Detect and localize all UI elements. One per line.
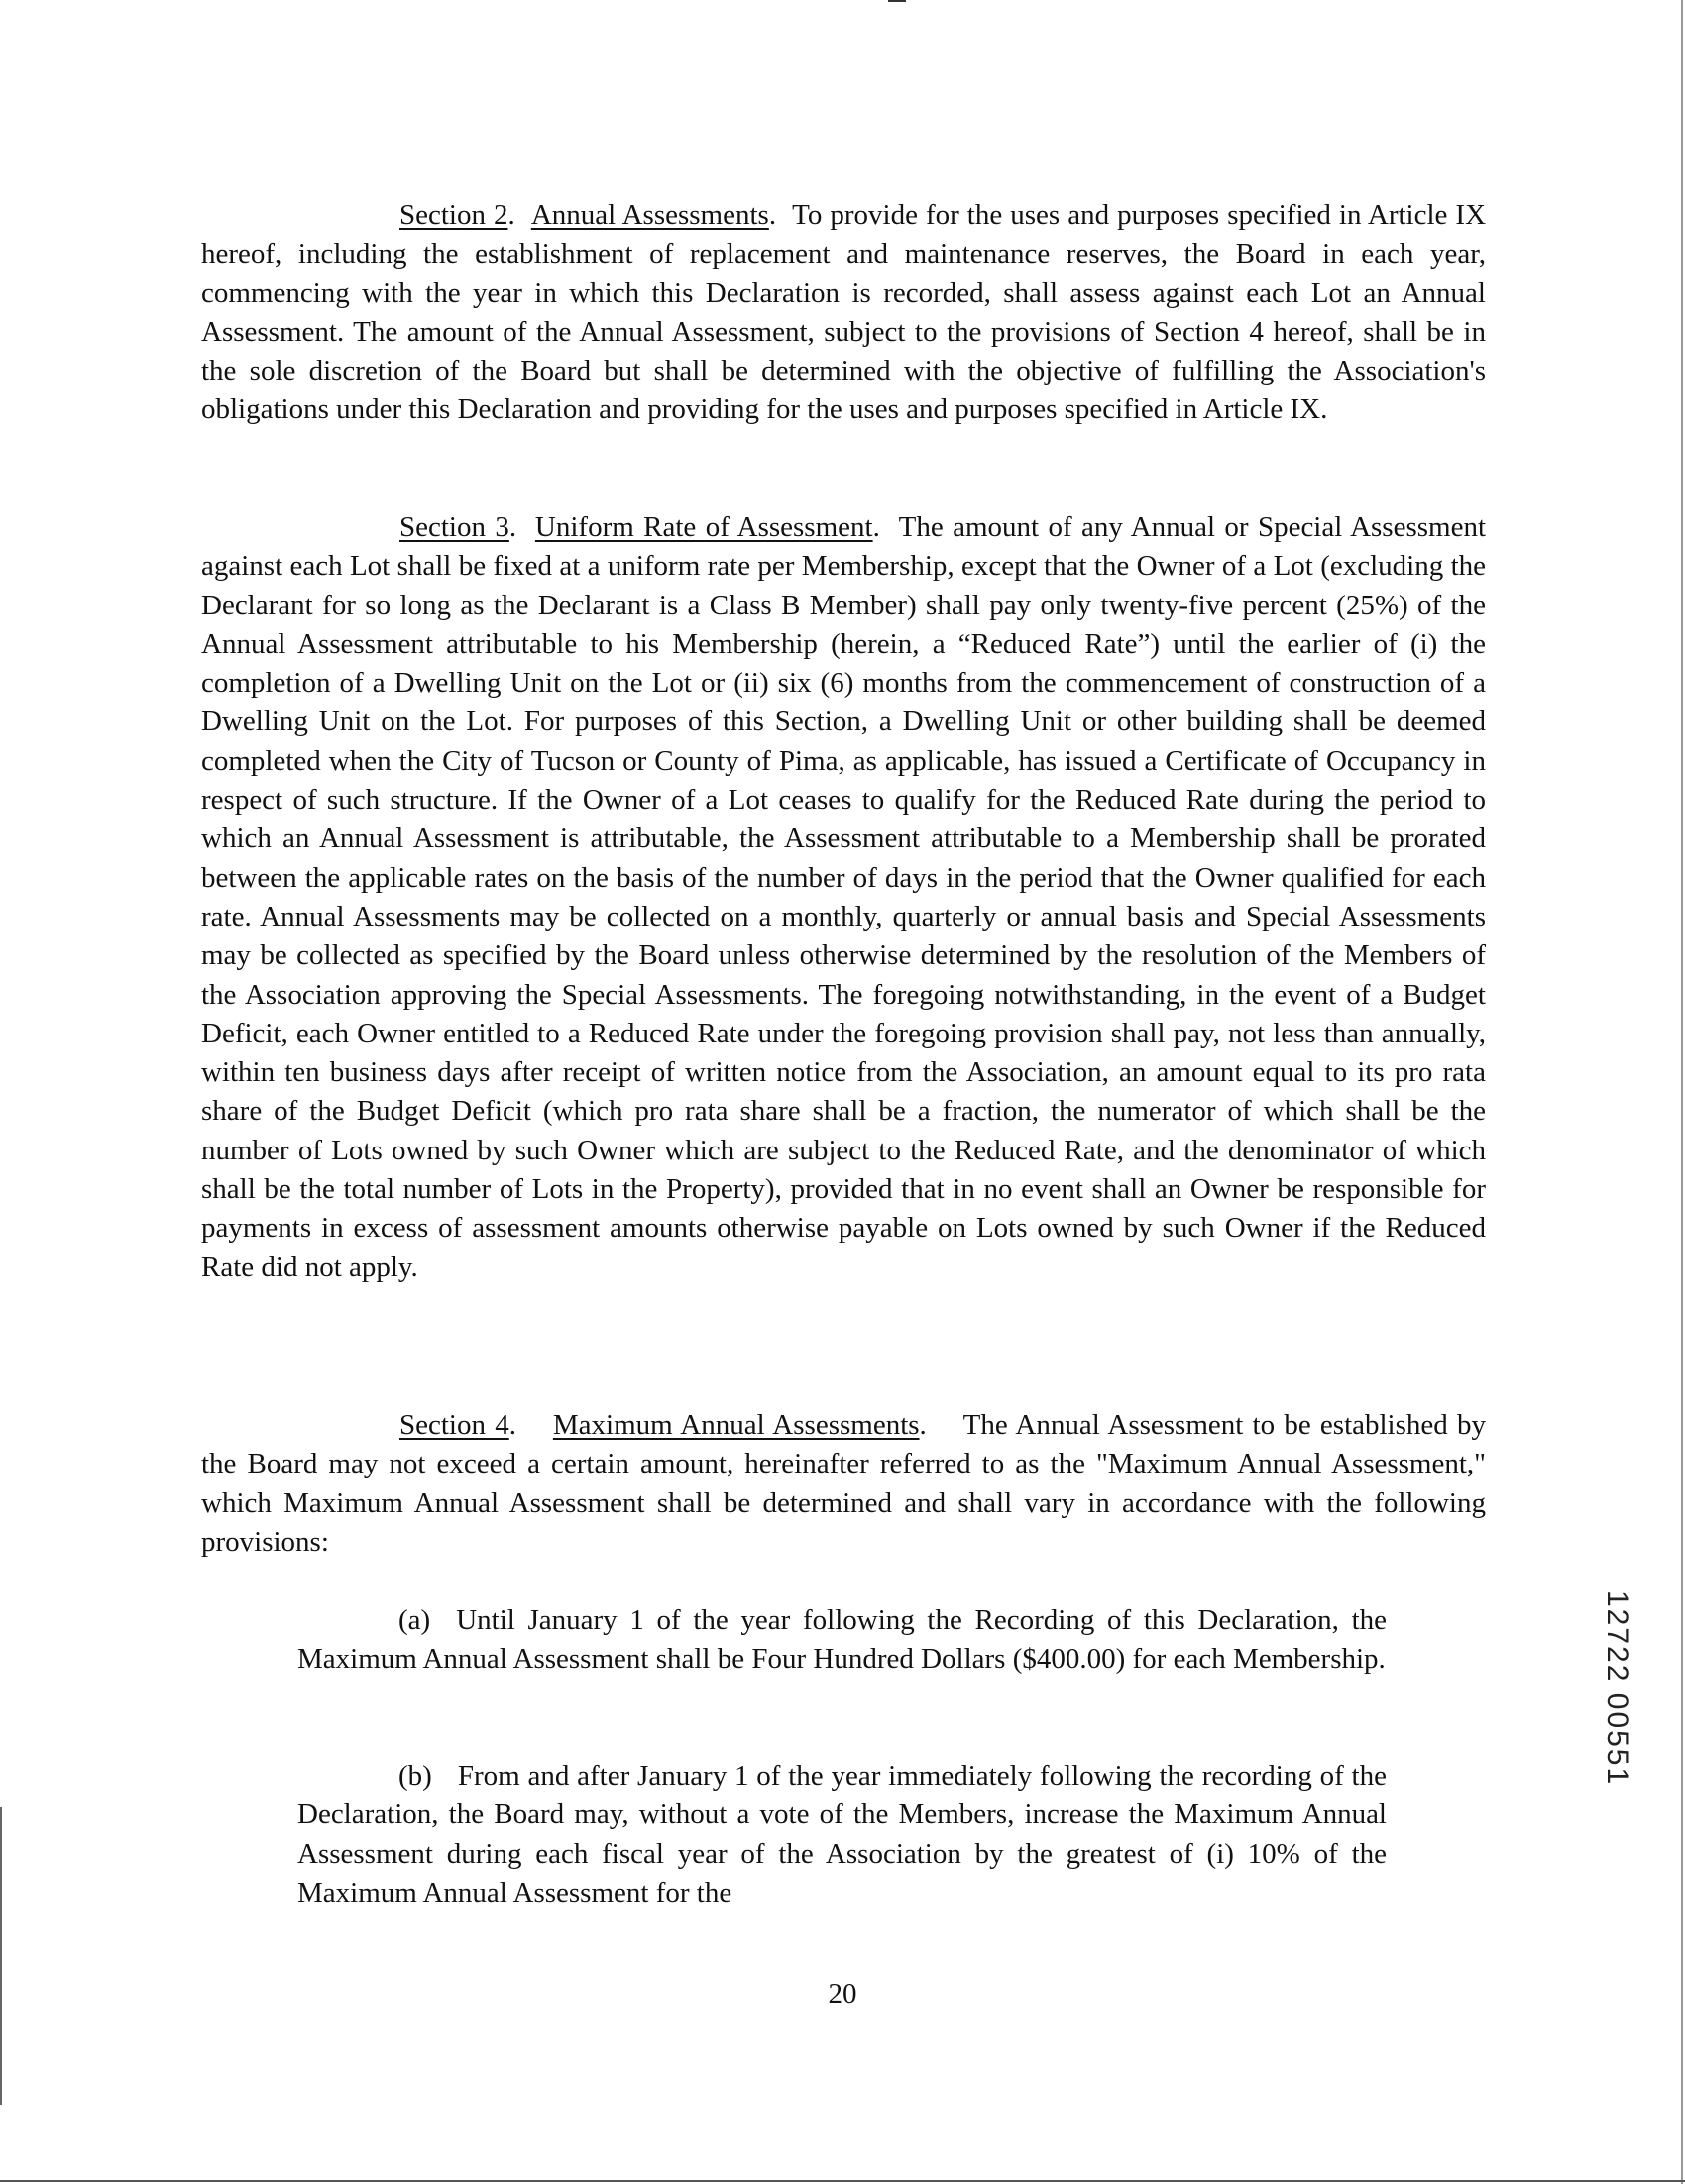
scan-mark-left-edge <box>0 1807 2 2105</box>
section-4-body: The Annual Assessment to be established by the Board may not exceed a certain amount, hereinafter referred to as the "Maximum Annual Assessment," which Maximum Annual Assessment shall be determined and shall vary in accordance with the following provisions: <box>201 1409 1486 1558</box>
subsection-a-label: (a) <box>398 1604 431 1636</box>
subsection-a-text: Until January 1 of the year following the Recording of this Declaration, the Maximum Annual Assessment shall be Four Hundred Dollars ($400.00) for each Membership. <box>297 1604 1387 1676</box>
scan-mark-bottom-edge <box>0 2180 1685 2182</box>
section-2-number: Section 2 <box>399 199 508 231</box>
section-2-title: Annual Assessments <box>530 199 769 231</box>
subsection-b-text: From and after January 1 of the year immediately following the recording of the Declaration, the Board may, without a vote of the Members, increase the Maximum Annual Assessment during each fiscal year of the Association by the greatest of (i) 10% of the Maximum Annual Assessment for the <box>297 1760 1387 1909</box>
section-4-paragraph: Section 4. Maximum Annual Assessments. The Annual Assessment to be established by the Board may not exceed a certain amount, hereinafter referred to as the "Maximum Annual Assessment," which Maximum Annual Assessment shall be determined and shall vary in accordance with the following provisions: <box>201 1409 1486 1558</box>
section-2-paragraph: Section 2. Annual Assessments. To provide for the uses and purposes specified in Article IX hereof, including the establishment of replacement and maintenance reserves, the Board in each year, commencing with the year in which this Declaration is recorded, shall assess against each Lot an Annual Assessment. The amount of the Annual Assessment, subject to the provisions of Section 4 hereof, shall be in the sole discretion of the Board but shall be determined with the objective of fulfilling the Association's obligations under this Declaration and providing for the uses and purposes specified in Article IX. <box>201 199 1487 426</box>
page-number: 20 <box>828 1978 857 2010</box>
section-4-title: Maximum Annual Assessments <box>552 1409 920 1441</box>
section-3-paragraph: Section 3. Uniform Rate of Assessment. The amount of any Annual or Special Assessment against each Lot shall be fixed at a uniform rate per Membership, except that the Owner of a Lot (excluding the Declarant for so long as the Declarant is a Class B Member) shall pay only twenty-five percent (25%) of the Annual Assessment attributable to his Membership (herein, a “Reduced Rate”) until the earlier of (i) the completion of a Dwelling Unit on the Lot or (ii) six (6) months from the commencement of construction of a Dwelling Unit on the Lot. For purposes of this Section, a Dwelling Unit or other building shall be deemed completed when the City of Tucson or County of Pima, as applicable, has issued a Certificate of Occupancy in respect of such structure. If the Owner of a Lot ceases to qualify for the Reduced Rate during the period to which an Annual Assessment is attributable, the Assessment attributable to a Membership shall be prorated between the applicable rates on the basis of the number of days in the period that the Owner qualified for each rate. Annual Assessments may be collected on a monthly, quarterly or annual basis and Special Assessments may be collected as specified by the Board unless otherwise determined by the resolution of the Members of the Association approving the Special Assessments. The foregoing notwithstanding, in the event of a Budget Deficit, each Owner entitled to a Reduced Rate under the foregoing provision shall pay, not less than annually, within ten business days after receipt of written notice from the Association, an amount equal to its pro rata share of the Budget Deficit (which pro rata share shall be a fraction, the numerator of which shall be the number of Lots owned by such Owner which are subject to the Reduced Rate, and the denominator of which shall be the total number of Lots in the Property), provided that in no event shall an Owner be responsible for payments in excess of assessment amounts otherwise payable on Lots owned by such Owner if the Reduced Rate did not apply. <box>201 511 1487 1283</box>
section-2-body: To provide for the uses and purposes specified in Article IX hereof, including the establishment of replacement and maintenance reserves, the Board in each year, commencing with the year in which this Declaration is recorded, shall assess against each Lot an Annual Assessment. The amount of the Annual Assessment, subject to the provisions of Section 4 hereof, shall be in the sole discretion of the Board but shall be determined with the objective of fulfilling the Association's obligations under this Declaration and providing for the uses and purposes specified in Article IX. <box>201 199 1487 426</box>
section-3-body: The amount of any Annual or Special Assessment against each Lot shall be fixed at a uniform rate per Membership, except that the Owner of a Lot (excluding the Declarant for so long as the Declarant is a Class B Member) shall pay only twenty-five percent (25%) of the Annual Assessment attributable to his Membership (herein, a “Reduced Rate”) until the earlier of (i) the completion of a Dwelling Unit on the Lot or (ii) six (6) months from the commencement of construction of a Dwelling Unit on the Lot. For purposes of this Section, a Dwelling Unit or other building shall be deemed completed when the City of Tucson or County of Pima, as applicable, has issued a Certificate of Occupancy in respect of such structure. If the Owner of a Lot ceases to qualify for the Reduced Rate during the period to which an Annual Assessment is attributable, the Assessment attributable to a Membership shall be prorated between the applicable rates on the basis of the number of days in the period that the Owner qualified for each rate. Annual Assessments may be collected on a monthly, quarterly or annual basis and Special Assessments may be collected as specified by the Board unless otherwise determined by the resolution of the Members of the Association approving the Special Assessments. The foregoing notwithstanding, in the event of a Budget Deficit, each Owner entitled to a Reduced Rate under the foregoing provision shall pay, not less than annually, within ten business days after receipt of written notice from the Association, an amount equal to its pro rata share of the Budget Deficit (which pro rata share shall be a fraction, the numerator of which shall be the number of Lots owned by such Owner which are subject to the Reduced Rate, and the denominator of which shall be the total number of Lots in the Property), provided that in no event shall an Owner be responsible for payments in excess of assessment amounts otherwise payable on Lots owned by such Owner if the Reduced Rate did not apply. <box>201 511 1487 1283</box>
subsection-a <box>297 1601 1387 1680</box>
subsection-b-label: (b) <box>398 1760 432 1792</box>
section-3-number: Section 3 <box>399 511 509 543</box>
section-4-number: Section 4 <box>399 1409 509 1441</box>
scan-mark-top <box>888 0 906 2</box>
recording-stamp: 12722 00551 <box>1601 1590 1633 1787</box>
subsection-b <box>297 1757 1387 1912</box>
scan-mark-right-edge <box>1681 0 1683 2184</box>
section-3-title: Uniform Rate of Assessment <box>534 511 873 543</box>
